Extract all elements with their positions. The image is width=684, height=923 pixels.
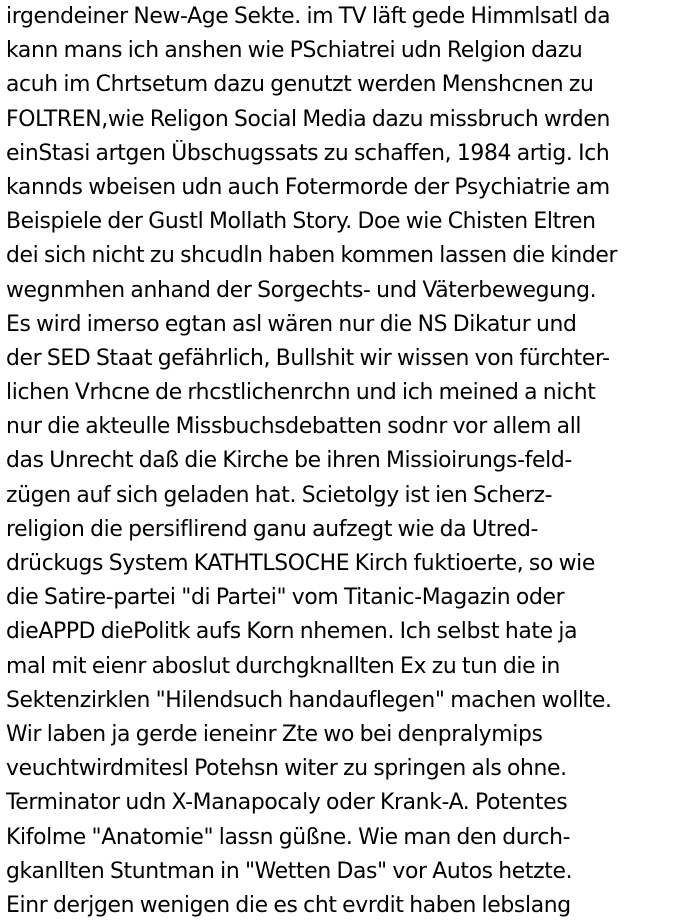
text-line: gkanllten Stuntman in "Wetten Das" vor Autos hetzte. xyxy=(6,858,573,884)
text-line: kannds wbeisen udn auch Fotermorde der Psychiatrie am xyxy=(6,174,610,200)
body-text xyxy=(6,0,684,923)
text-line: der SED Staat gefährlich, Bullshit wir wissen von fürchter- xyxy=(6,345,610,371)
text-line: kann mans ich anshen wie PSchiatrei udn Relgion dazu xyxy=(6,38,583,64)
text-line: das Unrecht daß die Kirche be ihren Missioirungs-feld- xyxy=(6,448,572,474)
text-line: Kifolme "Anatomie" lassn güßne. Wie man den durch- xyxy=(6,824,571,850)
text-line: einStasi artgen Übschugssats zu schaffen, 1984 artig. Ich xyxy=(6,140,610,166)
text-line: dieAPPD diePolitk aufs Korn nhemen. Ich selbst hate ja xyxy=(6,619,578,645)
text-line: Wir laben ja gerde ieneinr Zte wo bei denpralymips xyxy=(6,721,543,747)
text-line: acuh im Chrtsetum dazu genutzt werden Menshcnen zu xyxy=(6,72,594,98)
text-line: religion die persiflirend ganu aufzegt wie da Utred- xyxy=(6,516,539,542)
text-line: Terminator udn X-Manapocaly oder Krank-A. Potentes xyxy=(6,790,568,816)
text-line: dei sich nicht zu shcudln haben kommen lassen die kinder xyxy=(6,243,618,269)
text-line: mal mit eienr aboslut durchgknallten Ex zu tun die in xyxy=(6,653,561,679)
text-line: Es wird imerso egtan asl wären nur die NS Dikatur und xyxy=(6,311,577,337)
text-line: zügen auf sich geladen hat. Scietolgy ist ien Scherz- xyxy=(6,482,553,508)
text-line: nur die akteulle Missbuchsdebatten sodnr vor allem all xyxy=(6,414,582,440)
text-line: drückugs System KATHTLSOCHE Kirch fuktioerte, so wie xyxy=(6,551,596,576)
text-line: FOLTREN,wie Religon Social Media dazu missbruch wrden xyxy=(6,106,610,132)
text-line: lichen Vrhcne de rhcstlichenrchn und ich meined a nicht xyxy=(6,380,596,406)
text-line: Beispiele der Gustl Mollath Story. Doe wie Chisten Eltren xyxy=(6,209,596,235)
text-line: Sektenzirklen "Hilendsuch handauflegen" machen wollte. xyxy=(6,687,612,713)
text-line: Einr derjgen wenigen die es cht evrdit haben lebslang xyxy=(6,892,571,918)
text-line: veuchtwirdmitesl Potehsn witer zu springen als ohne. xyxy=(6,756,567,782)
text-line: die Satire-partei "di Partei" vom Titanic-Magazin oder xyxy=(6,585,565,611)
text-line: wegnmhen anhand der Sorgechts- und Väterbewegung. xyxy=(6,277,597,303)
text-line: irgendeiner New-Age Sekte. im TV läft gede Himmlsatl da xyxy=(6,4,611,29)
